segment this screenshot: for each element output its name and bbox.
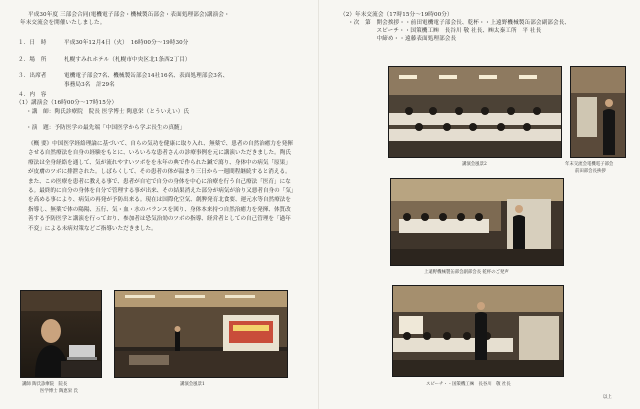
party-line-3: 中締め・・遠藤表面処理部会長 (348, 36, 457, 42)
photo-lecturer-caption-1: 講師 陶氏診療院 院長 (22, 382, 68, 387)
lecture-heading: （1）講演会（16時00分～17時15分） (16, 100, 118, 106)
photo-maeda-caption-2: 前田部会長挨拶 (575, 169, 606, 174)
intro-line-1: 平成30年度 三部会合同(電機電子部会・機械製缶部会・表面処理部会)講演会・ (28, 12, 230, 18)
page-end-mark: 以上 (603, 395, 612, 400)
photo-lecturer (20, 290, 102, 378)
topic-line: ・演 題：予防医学の最先端「中国医学から学ぶ長生の真髄」 (26, 125, 186, 131)
photo-maeda-caption-1: 年末交流会電機電子部会 (565, 162, 614, 167)
party-line-1: ・次 第 開会挨拶・・前田電機電子部会長、乾杯・・上遠野機械製缶部会副部会長、 (348, 20, 571, 26)
photo-maeda-greeting (570, 66, 626, 158)
photo-lecture-scene-2 (388, 66, 562, 158)
item-content-label: ４．内 容 (18, 92, 47, 98)
item-place-value: 札幌すみれホテル（札幌市中央区北1条西2丁目） (64, 57, 191, 63)
photo-toast-caption: 上遠野機械製缶部会副部会長 乾杯のご発声 (424, 270, 509, 275)
photo-speech (392, 285, 564, 377)
lecturer-line: ・講 師：陶氏診療院 院長 医学博士 陶恵栄（とういえい）氏 (26, 109, 190, 115)
party-heading: （2）年末交流会（17時15分～19時00分） (340, 12, 453, 18)
page-gutter (318, 0, 319, 409)
photo-toast (390, 178, 564, 266)
item-attendees-label: ３．出席者 (18, 73, 47, 79)
item-attendees-value: 電機電子部会7名、機械製缶部会14社16名、表面処理部会3名、 (64, 73, 229, 79)
photo-lecture-scene-2-caption: 講演会風景2 (462, 162, 487, 167)
lecture-summary: 《概 要》中国医学経絡理論に基づいて、自らの気功を健康に取り入れ、無薬で、患者の自然治癒力を発揮させる自然療法を自身の経験をもとに、いろいろな患者さんの診療事例を元に講演いただきました。陶氏療法は全身経絡を通して、気が流れやすいツボをを永年の典で作られた鍼で瀉り、身体中の病気「原果」が皮膚のツボに排泄された。しばらくして、その患者の体が温まり三日から一週間程継続すると消える。また、この医療を患者に教える事で、患者が自宅で自分の身体を中心に治療を行う自己療法「医育」になる。最終的に自分の身体を自分で管理する事が出来、その結果消えた部分が病気が治り又悪者自身の「気」を高める事により、病気の再発が予防出来る。現在は国際化空気、創脾発育北食要、運元水等自然療法を指導し、無薬で体の陽陽、五行、気・血・水のバランスを図り、身体本来持つ自然治癒力を発揮、体質改善する予防医学と講演を行っており、参加者は恐気治効のツボの指導、経営者としての自己管理を「過年不変」による未病対策などご指導いただきました。 (28, 141, 294, 232)
photo-lecture-scene-1 (114, 290, 288, 378)
intro-line-2: 年末交流会を開催いたしました。 (20, 20, 106, 26)
photo-lecturer-caption-2: 医学博士 陶恵栄 氏 (40, 389, 78, 394)
photo-lecture-scene-1-caption: 講演会風景1 (180, 382, 205, 387)
item-place-label: ２．場 所 (18, 57, 47, 63)
party-line-2: スピーチ・・国策機工㈱ 長谷川 敬 社長、㈱太秦工所 平 社長 (348, 28, 542, 34)
photo-speech-caption: スピーチ・・国策機工㈱ 長谷川 敬 社長 (426, 382, 511, 387)
item-date-value: 平成30年12月4日（火） 16時00分～19時30分 (64, 40, 189, 46)
item-date-label: １．日 時 (18, 40, 47, 46)
item-attendees-value-2: 事務局3名 計29名 (64, 82, 115, 88)
